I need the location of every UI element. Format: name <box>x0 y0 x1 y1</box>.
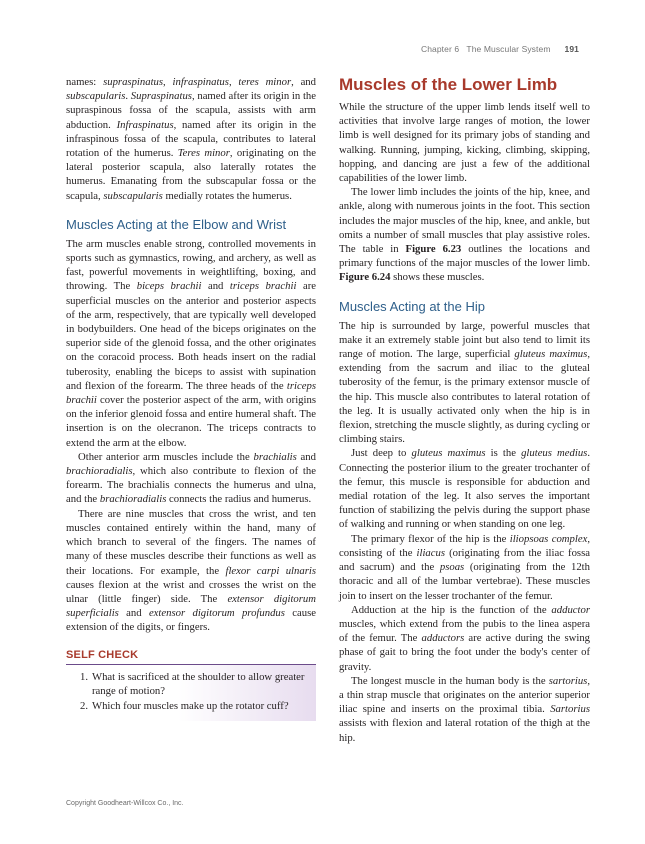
self-check-title: SELF CHECK <box>66 649 316 665</box>
gluteus-medius-paragraph: Just deep to gluteus maximus is the gluteus medius. Connecting the posterior ilium to the greater trochanter of the femur, this muscle is responsible for abduction and medial rotation of the leg. It also serves the important function of stabilizing the pelvis during the support phase of walking and running or when standing on one leg. <box>339 447 591 531</box>
question-number: 2. <box>80 699 89 712</box>
self-check-question-1 <box>66 670 310 698</box>
question-number: 1. <box>80 670 89 683</box>
anterior-arm-paragraph: Other anterior arm muscles include the brachialis and brachioradialis, which also contribute to flexion of the forearm. The brachialis connects the humerus and ulna, and the brachioradialis connects the radius and humerus. <box>66 450 316 506</box>
running-head <box>421 44 579 54</box>
iliopsoas-paragraph: The primary flexor of the hip is the iliopsoas complex, consisting of the iliacus (originating from the iliac fossa and sacrum) and the psoas (originating from the 12th thoracic and all of the lumbar vertebrae). These muscles join to insert on the lesser trochanter of the femur. <box>339 532 590 602</box>
lower-limb-intro-paragraph: While the structure of the upper limb lends itself well to activities that involve large ranges of motion, the lower limb is well designed for its primary jobs of standing and walking. Running, jumping, kicking, climbing, skipping, hopping, and dancing are just a few of the additional capabilities of the lower limb. <box>339 101 590 185</box>
self-check-list <box>66 670 310 714</box>
section-heading-hip: Muscles Acting at the Hip <box>339 298 485 314</box>
chapter-title: Chapter 6 The Muscular System <box>420 44 551 54</box>
self-check-question-2 <box>66 699 310 713</box>
hip-muscles-paragraph: The hip is surrounded by large, powerful muscles that make it an extremely stable joint but also tend to limit its range of motion. The large, superficial gluteus maximus, extending from the sacrum and iliac to the gluteal tuberosity of the femur, is the primary extensor muscle of the hip. This muscle also contributes to lateral rotation of the leg. It is usually activated only when the hip is in flexion, stretching the muscle slightly, as during cycling or climbing stairs. <box>339 319 591 446</box>
arm-muscles-paragraph: The arm muscles enable strong, controlled movements in sports such as gymnastics, rowing, and archery, as well as fast, powerful movements in weightlifting, boxing, and throwing. The biceps brachii and triceps brachii are superficial muscles on the anterior and posterior aspects of the arm, respectively, that are typically well developed in bodybuilders. One head of the biceps originates on the superior side of the glenoid fossa, and the other originates on the coracoid process. Both heads insert on the radial tuberosity, enabling the biceps to assist with supination and flexion of the forearm. The three heads of the triceps brachii cover the posterior aspect of the arm, with origins on the inferior glenoid fossa and entire humeral shaft. The insertion is on the olecranon. The triceps contracts to extend the arm at the elbow. <box>66 237 316 449</box>
sartorius-paragraph: The longest muscle in the human body is the sartorius, a thin strap muscle that originates on the anterior superior iliac spine and inserts on the proximal tibia. Sartorius assists with flexion and lateral rotation of the thigh at the hip. <box>339 674 590 744</box>
self-check-box <box>66 649 316 722</box>
left-column <box>66 75 316 721</box>
question-text: What is sacrificed at the shoulder to allow greater range of motion? <box>92 670 305 697</box>
section-heading-elbow-wrist: Muscles Acting at the Elbow and Wrist <box>66 216 287 232</box>
right-column <box>339 75 590 745</box>
adductor-paragraph: Adduction at the hip is the function of the adductor muscles, which extend from the pubis to the linea aspera of the femur. The adductors are active during the swing phase of gait to bring the foot under the body's center of gravity. <box>339 603 591 673</box>
copyright-notice: Copyright Goodheart-Willcox Co., Inc. <box>66 800 184 807</box>
wrist-hand-paragraph: There are nine muscles that cross the wrist, and ten muscles contained entirely within the hand, many of which branch to several of the fingers. The names of many of these muscles describe their functions as well as their locations. For example, the flexor carpi ulnaris causes flexion at the wrist and crosses the wrist on the ulnar (little finger) side. The extensor digitorum superficialis and extensor digitorum profundus cause extension of the digits, or fingers. <box>66 507 317 634</box>
page-number: 191 <box>564 44 579 54</box>
self-check-questions <box>66 665 316 722</box>
rotator-cuff-paragraph: names: supraspinatus, infraspinatus, teres minor, and subscapularis. Supraspinatus, named after its origin in the supraspinous fossa of the scapula, assists with arm abduction. Infraspinatus, named after its origin in the infraspinous fossa of the scapula, contributes to lateral rotation of the humerus. Teres minor, originating on the lateral posterior scapula, also laterally rotates the humerus. Emanating from the subscapular fossa or the scapula, subscapularis medially rotates the humerus. <box>66 76 316 202</box>
lower-limb-joints-paragraph: The lower limb includes the joints of the hip, knee, and ankle, along with numerous joints in the foot. This section includes the major muscles of the hip, knee, and ankle, but omits a number of small muscles that play assistive roles. The table in Figure 6.23 outlines the locations and primary functions of the major muscles of the lower limb. Figure 6.24 shows these muscles. <box>339 186 590 284</box>
question-text: Which four muscles make up the rotator cuff? <box>92 699 289 712</box>
section-title-lower-limb: Muscles of the Lower Limb <box>339 75 558 94</box>
